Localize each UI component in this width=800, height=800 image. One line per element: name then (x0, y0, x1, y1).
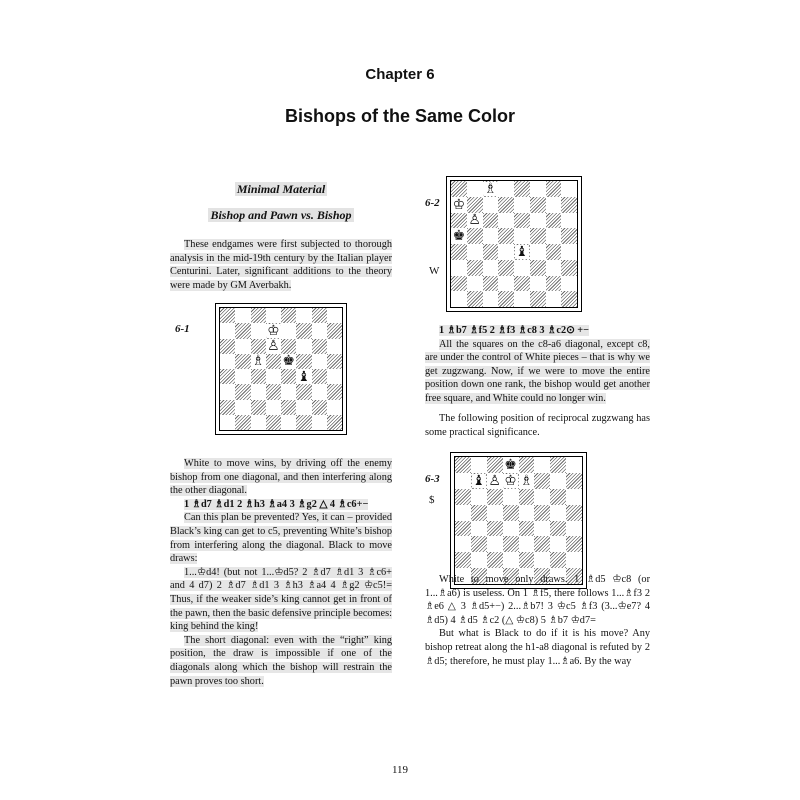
left-body-moves: 1 ♗d7 ♗d1 2 ♗h3 ♗a4 3 ♗g2 △ 4 ♗c6+− (184, 498, 369, 510)
square-d6 (498, 213, 514, 229)
square-f5 (534, 505, 550, 521)
chess-piece-e4: ♝ (515, 243, 529, 260)
square-a3 (451, 260, 467, 276)
square-g2 (546, 276, 562, 292)
square-b6 (467, 213, 483, 229)
right-moves-6-2 (425, 324, 650, 406)
square-h2 (566, 552, 582, 568)
square-a1 (220, 415, 235, 430)
square-d5 (498, 228, 514, 244)
square-g2 (550, 552, 566, 568)
square-b5 (471, 505, 487, 521)
square-c2 (251, 400, 266, 415)
square-d7 (503, 473, 519, 489)
chess-diagram-6-3 (450, 452, 587, 589)
chess-piece-d6: ♙ (267, 338, 280, 355)
square-c6 (251, 339, 266, 354)
square-e8 (514, 181, 530, 197)
chess-piece-b7: ♝ (472, 472, 486, 489)
square-c3 (483, 260, 499, 276)
square-b6 (235, 339, 250, 354)
square-g6 (312, 339, 327, 354)
square-b1 (235, 415, 250, 430)
square-h7 (327, 323, 342, 338)
square-e6 (519, 489, 535, 505)
chess-piece-d7: ♔ (504, 472, 517, 489)
chapter-label: Chapter 6 (365, 66, 435, 83)
square-a2 (220, 400, 235, 415)
page-number: 119 (391, 764, 409, 776)
square-a5 (451, 228, 467, 244)
square-g5 (550, 505, 566, 521)
square-e7 (519, 473, 535, 489)
square-f8 (530, 181, 546, 197)
square-a8 (220, 308, 235, 323)
square-a3 (455, 536, 471, 552)
section-heading (170, 182, 392, 197)
intro-text: These endgames were first subjected to thorough analysis in the mid-19th century by the Italian player Centurini. Later, significant additions to the theory were made by GM Averbakh. (170, 239, 392, 291)
square-b6 (471, 489, 487, 505)
square-c2 (487, 552, 503, 568)
square-e2 (514, 276, 530, 292)
chess-piece-e5: ♚ (282, 353, 295, 370)
square-d4 (503, 521, 519, 537)
square-e2 (519, 552, 535, 568)
square-b5 (467, 228, 483, 244)
square-g7 (546, 197, 562, 213)
subsection-heading-text: Bishop and Pawn vs. Bishop (210, 208, 352, 222)
square-d8 (498, 181, 514, 197)
left-body-text (170, 457, 392, 688)
square-d1 (266, 415, 281, 430)
square-f6 (530, 213, 546, 229)
square-d8 (266, 308, 281, 323)
square-c5 (483, 228, 499, 244)
square-a7 (455, 473, 471, 489)
square-b8 (471, 457, 487, 473)
square-e8 (281, 308, 296, 323)
chess-piece-d8: ♚ (504, 456, 517, 473)
square-e6 (281, 339, 296, 354)
square-g3 (550, 536, 566, 552)
square-g8 (312, 308, 327, 323)
square-h2 (561, 276, 577, 292)
square-e1 (281, 415, 296, 430)
square-c4 (483, 244, 499, 260)
square-h3 (561, 260, 577, 276)
square-e5 (519, 505, 535, 521)
square-d5 (503, 505, 519, 521)
chess-piece-e7: ♗ (520, 472, 533, 489)
diagram-label-6-2: 6-2 (425, 197, 440, 209)
square-h4 (327, 369, 342, 384)
square-a5 (455, 505, 471, 521)
square-f7 (530, 197, 546, 213)
square-a6 (451, 213, 467, 229)
square-c8 (487, 457, 503, 473)
square-b4 (467, 244, 483, 260)
diagram-label-6-1: 6-1 (175, 323, 190, 335)
square-c8 (251, 308, 266, 323)
square-d3 (503, 536, 519, 552)
square-b2 (235, 400, 250, 415)
square-g3 (312, 384, 327, 399)
square-h3 (566, 536, 582, 552)
square-e5 (281, 354, 296, 369)
square-e6 (514, 213, 530, 229)
square-a1 (451, 291, 467, 307)
square-a4 (451, 244, 467, 260)
square-d8 (503, 457, 519, 473)
square-f8 (296, 308, 311, 323)
square-c3 (487, 536, 503, 552)
square-f6 (534, 489, 550, 505)
square-d3 (266, 384, 281, 399)
square-a8 (451, 181, 467, 197)
square-d2 (266, 400, 281, 415)
square-f2 (530, 276, 546, 292)
square-c6 (483, 213, 499, 229)
square-g5 (312, 354, 327, 369)
square-c5 (251, 354, 266, 369)
square-c8 (483, 181, 499, 197)
square-e8 (519, 457, 535, 473)
square-b8 (235, 308, 250, 323)
square-g6 (546, 213, 562, 229)
square-e3 (281, 384, 296, 399)
square-h5 (327, 354, 342, 369)
square-f4 (534, 521, 550, 537)
zugzwang-text: The following position of reciprocal zugzwang has some practical significance. (425, 413, 650, 438)
chess-diagram-6-2 (446, 176, 582, 312)
square-c6 (487, 489, 503, 505)
square-a7 (451, 197, 467, 213)
square-e3 (514, 260, 530, 276)
square-g1 (312, 415, 327, 430)
square-b3 (467, 260, 483, 276)
square-g1 (546, 291, 562, 307)
chess-piece-c8: ♗ (484, 180, 497, 197)
square-d7 (266, 323, 281, 338)
square-d2 (503, 552, 519, 568)
square-h4 (566, 521, 582, 537)
square-b7 (235, 323, 250, 338)
square-c3 (251, 384, 266, 399)
chess-piece-c7: ♙ (488, 472, 501, 489)
square-b2 (471, 552, 487, 568)
square-c4 (487, 521, 503, 537)
side-to-move-6-2: W (429, 265, 440, 277)
chess-piece-b6: ♙ (468, 212, 481, 229)
square-f1 (296, 415, 311, 430)
section-heading-text: Minimal Material (236, 182, 326, 196)
square-b3 (471, 536, 487, 552)
square-g8 (550, 457, 566, 473)
moves-6-2-text: 1 ♗b7 ♗f5 2 ♗f3 ♗c8 3 ♗c2⊙ +− (439, 325, 590, 336)
square-b4 (471, 521, 487, 537)
square-a6 (455, 489, 471, 505)
chess-piece-c5: ♗ (251, 353, 265, 370)
square-a6 (220, 339, 235, 354)
square-d2 (498, 276, 514, 292)
chess-piece-f4: ♝ (297, 368, 311, 385)
square-a4 (455, 521, 471, 537)
right-body-para: But what is Black to do if it is his move? Any bishop retreat along the h1-a8 diagonal is refuted by 2 ♗d5; therefore, he must play 1...♗a6. By the way (425, 628, 650, 667)
right-zugzwang-intro (425, 412, 650, 439)
left-body-para: The short diagonal: even with the “right” king position, the draw is impossible if one of the diagonals along which the bishop will restrain the pawn proves too short. (170, 634, 392, 687)
square-d5 (266, 354, 281, 369)
square-g4 (546, 244, 562, 260)
square-f8 (534, 457, 550, 473)
square-g4 (550, 521, 566, 537)
square-e4 (519, 521, 535, 537)
square-e5 (514, 228, 530, 244)
square-a2 (451, 276, 467, 292)
square-g5 (546, 228, 562, 244)
square-h2 (327, 400, 342, 415)
square-e2 (281, 400, 296, 415)
chess-piece-a7: ♔ (452, 196, 466, 213)
left-body-para: Can this plan be prevented? Yes, it can – provided Black’s king can get to c5, preventing White’s bishop from interfering along the diagonal. Black to move draws: (170, 512, 392, 565)
square-h1 (327, 415, 342, 430)
square-b5 (235, 354, 250, 369)
chess-piece-a5: ♚ (452, 228, 466, 245)
square-h5 (566, 505, 582, 521)
square-d1 (498, 291, 514, 307)
square-a4 (220, 369, 235, 384)
square-e1 (514, 291, 530, 307)
square-e4 (514, 244, 530, 260)
square-a3 (220, 384, 235, 399)
square-d4 (498, 244, 514, 260)
square-c7 (487, 473, 503, 489)
square-f5 (296, 354, 311, 369)
square-c4 (251, 369, 266, 384)
square-b3 (235, 384, 250, 399)
chapter-title: Bishops of the Same Color (284, 106, 516, 126)
square-c2 (483, 276, 499, 292)
chess-piece-d7: ♔ (267, 322, 280, 339)
square-c5 (487, 505, 503, 521)
square-h8 (561, 181, 577, 197)
square-f4 (296, 369, 311, 384)
square-b8 (467, 181, 483, 197)
square-c1 (483, 291, 499, 307)
square-h6 (561, 213, 577, 229)
square-f2 (534, 552, 550, 568)
square-g8 (546, 181, 562, 197)
square-g2 (312, 400, 327, 415)
square-a2 (455, 552, 471, 568)
square-c7 (251, 323, 266, 338)
square-b7 (471, 473, 487, 489)
square-f3 (530, 260, 546, 276)
diagram-label-6-3: 6-3 (425, 473, 440, 485)
square-e7 (281, 323, 296, 338)
square-h7 (566, 473, 582, 489)
side-to-move-6-3: $ (429, 494, 435, 506)
subsection-heading (170, 208, 392, 223)
square-f7 (534, 473, 550, 489)
square-b4 (235, 369, 250, 384)
right-body-text (425, 573, 650, 668)
square-h6 (566, 489, 582, 505)
square-h6 (327, 339, 342, 354)
square-h7 (561, 197, 577, 213)
square-h5 (561, 228, 577, 244)
square-h4 (561, 244, 577, 260)
square-g6 (550, 489, 566, 505)
square-g7 (550, 473, 566, 489)
intro-paragraph (170, 238, 392, 292)
square-h8 (566, 457, 582, 473)
square-g7 (312, 323, 327, 338)
text-6-2: All the squares on the c8-a6 diagonal, except c8, are under the control of White pieces – that is why we get zugzwang. Now, if we were to move the entire position down one rank, the bishop would get another free square, and White could no longer win. (425, 338, 650, 404)
square-d6 (266, 339, 281, 354)
square-b1 (467, 291, 483, 307)
square-b2 (467, 276, 483, 292)
square-f5 (530, 228, 546, 244)
square-f3 (296, 384, 311, 399)
square-g3 (546, 260, 562, 276)
square-d7 (498, 197, 514, 213)
left-body-para: 1...♔d4! (but not 1...♔d5? 2 ♗d7 ♗d1 3 ♗c6+ and 4 d7) 2 ♗d7 ♗d1 3 ♗h3 ♗a4 4 ♗g2 ♔c5!= Thus, if the weaker side’s king cannot get in front of the pawn, then the basic defensive principle becomes: king behind the king! (170, 566, 392, 633)
square-f3 (534, 536, 550, 552)
square-d3 (498, 260, 514, 276)
square-c7 (483, 197, 499, 213)
chess-diagram-6-1 (215, 303, 347, 435)
square-g4 (312, 369, 327, 384)
square-f6 (296, 339, 311, 354)
square-e7 (514, 197, 530, 213)
square-d6 (503, 489, 519, 505)
square-a5 (220, 354, 235, 369)
right-body-para: White to move only draws. 1 ♗d5 ♔c8 (or 1...♗a6) is useless. On 1 ♗f5, there follows 1...♗f3 2 ♗e6 △ 3 ♗d5+−) 2...♗b7! 3 ♔c5 ♗f3 (3...♔e7? 4 ♗d5) 4 ♗d5 ♗c2 (△ ♔c8) 5 ♗b7 ♔d7= (425, 574, 650, 626)
square-f7 (296, 323, 311, 338)
square-h1 (561, 291, 577, 307)
left-body-para: White to move wins, by driving off the enemy bishop from one diagonal, and then interfering along the other diagonal. (170, 458, 392, 497)
square-h8 (327, 308, 342, 323)
square-c1 (251, 415, 266, 430)
square-b7 (467, 197, 483, 213)
square-f2 (296, 400, 311, 415)
square-f1 (530, 291, 546, 307)
square-e4 (281, 369, 296, 384)
square-a7 (220, 323, 235, 338)
square-h3 (327, 384, 342, 399)
square-d4 (266, 369, 281, 384)
square-f4 (530, 244, 546, 260)
square-a8 (455, 457, 471, 473)
square-e3 (519, 536, 535, 552)
